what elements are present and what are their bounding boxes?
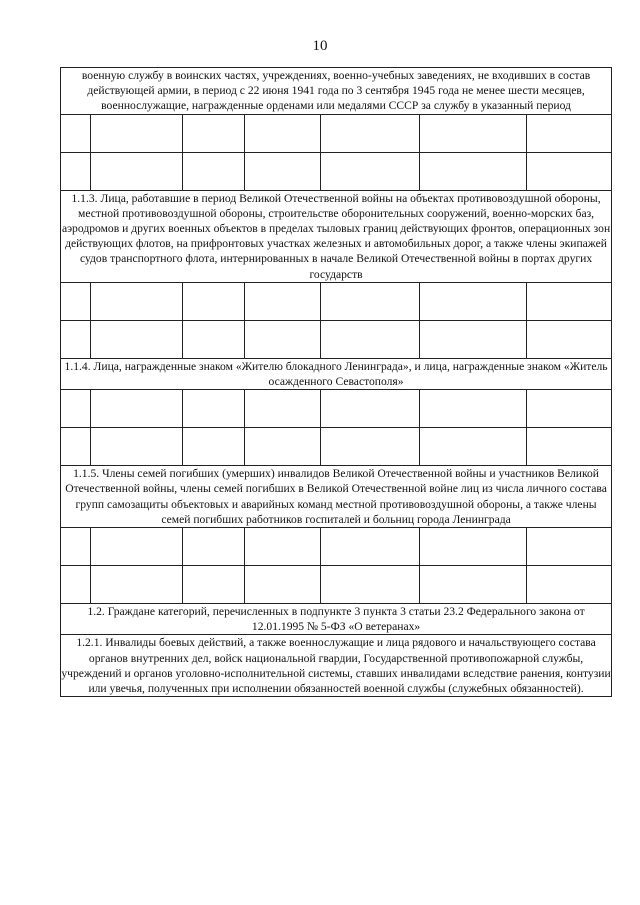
empty-cell[interactable] bbox=[527, 282, 612, 320]
page-number: 10 bbox=[312, 38, 328, 54]
empty-cell[interactable] bbox=[527, 428, 612, 466]
empty-cell[interactable] bbox=[91, 390, 183, 428]
empty-cell[interactable] bbox=[245, 320, 321, 358]
empty-cell[interactable] bbox=[61, 282, 91, 320]
empty-data-row bbox=[61, 282, 612, 320]
section-text: 1.1.5. Члены семей погибших (умерших) инвалидов Великой Отечественной войны и участников Великой Отечественной войны, члены семей погибших в Великой Отечественной войне лиц из числа личного состава групп самозащиты объектовых и аварийных команд местной противовоздушной обороны, а также члены семей погибших работников госпиталей и больниц города Ленинграда bbox=[61, 466, 612, 528]
section-header-row bbox=[61, 604, 612, 635]
section-text: 1.2.1. Инвалиды боевых действий, а также военнослужащие и лица рядового и начальствующего состава органов внутренних дел, войск национальной гвардии, Государственной противопожарной службы, учреждений и органов уголовно-исполнительной системы, ставших инвалидами вследствие ранения, контузии или увечья, полученных при исполнении обязанностей военной службы (служебных обязанностей). bbox=[61, 636, 611, 696]
empty-cell[interactable] bbox=[61, 428, 91, 466]
empty-cell[interactable] bbox=[321, 114, 420, 152]
empty-cell[interactable] bbox=[183, 152, 245, 190]
empty-cell[interactable] bbox=[527, 528, 612, 566]
section-text: военную службу в воинских частях, учреждениях, военно-учебных заведениях, не входивших в состав действующей армии, в период с 22 июня 1941 года по 3 сентября 1945 года не менее шести месяцев, военнослужащие, награжденные орденами или медалями СССР за службу в указанный период bbox=[61, 68, 612, 115]
empty-cell[interactable] bbox=[91, 282, 183, 320]
empty-cell[interactable] bbox=[245, 428, 321, 466]
empty-cell[interactable] bbox=[321, 390, 420, 428]
empty-data-row bbox=[61, 428, 612, 466]
section-header-row bbox=[61, 68, 612, 115]
empty-data-row bbox=[61, 528, 612, 566]
empty-cell[interactable] bbox=[321, 152, 420, 190]
empty-cell[interactable] bbox=[61, 320, 91, 358]
empty-cell[interactable] bbox=[245, 282, 321, 320]
empty-cell[interactable] bbox=[527, 152, 612, 190]
empty-cell[interactable] bbox=[527, 320, 612, 358]
empty-cell[interactable] bbox=[91, 566, 183, 604]
empty-cell[interactable] bbox=[61, 114, 91, 152]
empty-cell[interactable] bbox=[321, 320, 420, 358]
empty-cell[interactable] bbox=[61, 528, 91, 566]
empty-cell[interactable] bbox=[321, 282, 420, 320]
empty-cell[interactable] bbox=[420, 566, 527, 604]
empty-cell[interactable] bbox=[420, 390, 527, 428]
empty-cell[interactable] bbox=[321, 528, 420, 566]
empty-cell[interactable] bbox=[61, 152, 91, 190]
section-text: 1.2. Граждане категорий, перечисленных в подпункте 3 пункта 3 статьи 23.2 Федерального закона от 12.01.1995 № 5-ФЗ «О ветеранах» bbox=[61, 604, 612, 635]
empty-data-row bbox=[61, 320, 612, 358]
empty-cell[interactable] bbox=[245, 114, 321, 152]
empty-cell[interactable] bbox=[420, 282, 527, 320]
empty-cell[interactable] bbox=[183, 282, 245, 320]
empty-cell[interactable] bbox=[420, 320, 527, 358]
empty-data-row bbox=[61, 114, 612, 152]
section-header-row bbox=[61, 358, 612, 389]
empty-cell[interactable] bbox=[420, 528, 527, 566]
empty-cell[interactable] bbox=[91, 152, 183, 190]
empty-cell[interactable] bbox=[245, 390, 321, 428]
empty-cell[interactable] bbox=[527, 390, 612, 428]
empty-cell[interactable] bbox=[420, 428, 527, 466]
empty-cell[interactable] bbox=[91, 428, 183, 466]
section-text: 1.1.4. Лица, награжденные знаком «Жителю блокадного Ленинграда», и лица, награжденные знаком «Житель осажденного Севастополя» bbox=[61, 358, 612, 389]
empty-cell[interactable] bbox=[245, 566, 321, 604]
section-header-row bbox=[61, 466, 612, 528]
empty-cell[interactable] bbox=[245, 528, 321, 566]
empty-cell[interactable] bbox=[91, 528, 183, 566]
empty-cell[interactable] bbox=[183, 114, 245, 152]
empty-cell[interactable] bbox=[245, 152, 321, 190]
empty-cell[interactable] bbox=[527, 114, 612, 152]
empty-cell[interactable] bbox=[183, 320, 245, 358]
empty-cell[interactable] bbox=[91, 320, 183, 358]
section-header-row bbox=[61, 635, 612, 697]
empty-cell[interactable] bbox=[61, 566, 91, 604]
empty-cell[interactable] bbox=[183, 390, 245, 428]
empty-cell[interactable] bbox=[420, 152, 527, 190]
empty-data-row bbox=[61, 390, 612, 428]
empty-data-row bbox=[61, 566, 612, 604]
empty-cell[interactable] bbox=[91, 114, 183, 152]
section-text: 1.1.3. Лица, работавшие в период Великой Отечественной войны на объектах противовоздушной обороны, местной противовоздушной обороны, строительстве оборонительных сооружений, военно-морских баз, аэродромов и других военных объектов в пределах тыловых границ действующих фронтов, операционных зон действующих флотов, на прифронтовых участках железных и автомобильных дорог, а также члены экипажей судов транспортного флота, интернированных в начале Великой Отечественной войны в портах других государств bbox=[61, 191, 611, 281]
empty-cell[interactable] bbox=[321, 428, 420, 466]
empty-cell[interactable] bbox=[183, 528, 245, 566]
empty-cell[interactable] bbox=[183, 566, 245, 604]
empty-cell[interactable] bbox=[61, 390, 91, 428]
empty-data-row bbox=[61, 152, 612, 190]
section-header-row bbox=[61, 190, 612, 282]
empty-cell[interactable] bbox=[527, 566, 612, 604]
empty-cell[interactable] bbox=[183, 428, 245, 466]
benefits-table bbox=[60, 67, 612, 697]
empty-cell[interactable] bbox=[321, 566, 420, 604]
empty-cell[interactable] bbox=[420, 114, 527, 152]
